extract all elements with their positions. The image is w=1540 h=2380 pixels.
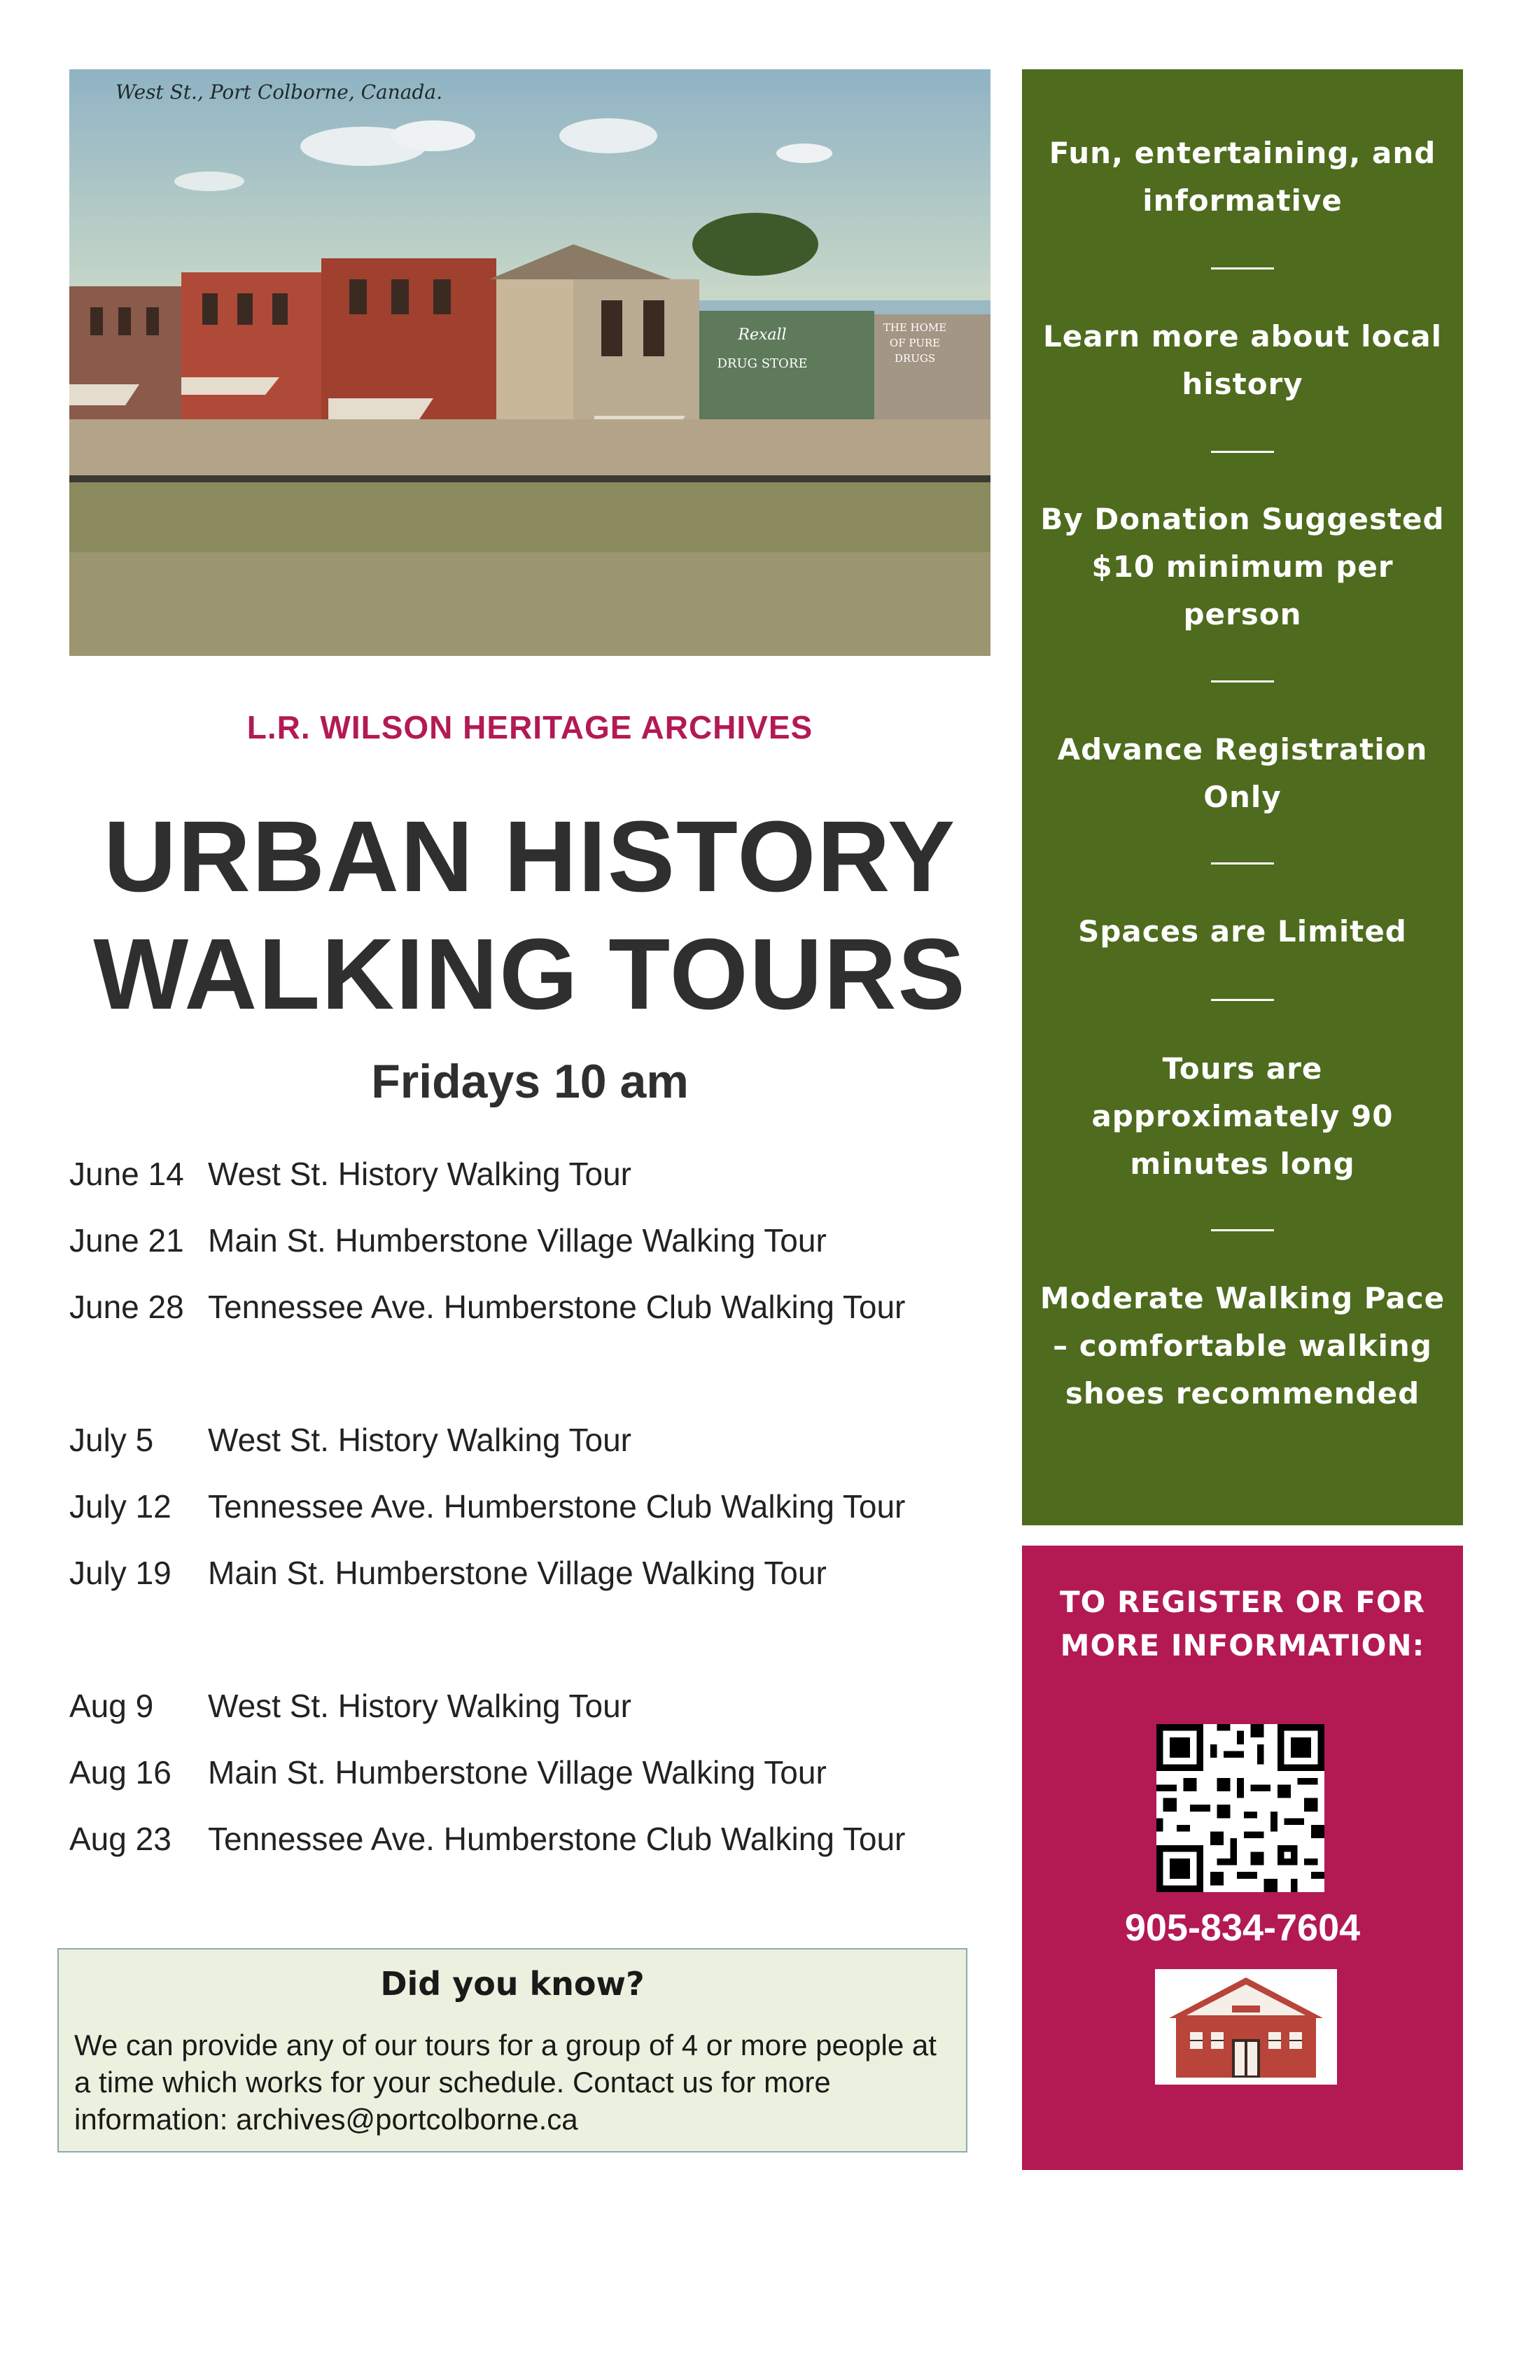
feature-divider [1211, 999, 1274, 1001]
tour-row [69, 1554, 993, 1620]
feature-item: Tours are approximately 90 minutes long [1091, 1051, 1394, 1181]
tour-date: Aug 23 [69, 1821, 172, 1857]
tour-date: July 12 [69, 1488, 172, 1525]
tour-row [69, 1488, 993, 1554]
feature-divider [1211, 862, 1274, 864]
info-box-text: We can provide any of our tours for a group of 4 or more people at a time which works for your schedule. Contact us for more information: archives@portcolborne.ca [74, 2029, 937, 2136]
tour-date: July 19 [69, 1555, 172, 1591]
tour-date: June 14 [69, 1156, 184, 1192]
tour-name: West St. History Walking Tour [208, 1688, 631, 1724]
tour-schedule [69, 1155, 993, 1886]
subtitle: Fridays 10 am [371, 1055, 689, 1108]
feature-item: Fun, entertaining, and informative [1049, 136, 1436, 218]
qr-code-icon[interactable] [1156, 1724, 1324, 1892]
register-panel [1022, 1546, 1463, 2170]
photo-caption: West St., Port Colborne, Canada. [115, 80, 442, 104]
tour-name: West St. History Walking Tour [208, 1156, 631, 1192]
page-title [69, 798, 990, 1033]
phone-number[interactable]: 905-834-7604 [1124, 1907, 1361, 1949]
tour-row [69, 1754, 993, 1820]
street-photo [69, 69, 990, 656]
tour-date: Aug 16 [69, 1754, 172, 1791]
feature-item: Moderate Walking Pace – comfortable walking shoes recommended [1040, 1281, 1446, 1410]
rexall-sign-store: DRUG STORE [717, 356, 808, 371]
rexall-sign [706, 321, 818, 391]
tour-row [69, 1155, 993, 1222]
feature-divider [1211, 680, 1274, 682]
register-heading: TO REGISTER OR FOR MORE INFORMATION: [1059, 1585, 1426, 1662]
tour-name: Main St. Humberstone Village Walking Tour [208, 1754, 827, 1791]
feature-item: Advance Registration Only [1057, 732, 1428, 814]
tour-name: Tennessee Ave. Humberstone Club Walking Tour [208, 1821, 906, 1857]
tour-row [69, 1421, 993, 1488]
tour-row [69, 1222, 993, 1288]
heritage-building-logo [1155, 1969, 1337, 2085]
tour-date: June 28 [69, 1289, 184, 1325]
title-line-1: URBAN HISTORY [103, 800, 957, 913]
tour-name: Main St. Humberstone Village Walking Tour [208, 1222, 827, 1259]
info-box-title: Did you know? [380, 1965, 645, 2003]
tour-name: Tennessee Ave. Humberstone Club Walking Tour [208, 1289, 906, 1325]
tour-date: Aug 9 [69, 1688, 154, 1724]
feature-item: Spaces are Limited [1078, 914, 1407, 948]
tour-name: Main St. Humberstone Village Walking Tour [208, 1555, 827, 1591]
tour-date: July 5 [69, 1422, 154, 1458]
title-line-2: WALKING TOURS [93, 918, 967, 1030]
did-you-know-box [57, 1948, 967, 2152]
tour-name: Tennessee Ave. Humberstone Club Walking Tour [208, 1488, 906, 1525]
organization-name: L.R. WILSON HERITAGE ARCHIVES [246, 709, 813, 746]
rexall-sign-name: Rexall [738, 326, 787, 344]
tour-date: June 21 [69, 1222, 184, 1259]
tour-row [69, 1820, 993, 1886]
feature-item: Learn more about local history [1042, 319, 1442, 401]
feature-divider [1211, 267, 1274, 270]
tour-row [69, 1687, 993, 1754]
tour-name: West St. History Walking Tour [208, 1422, 631, 1458]
tour-row [69, 1288, 993, 1354]
pure-drugs-sign: THE HOME OF PURE DRUGS [883, 321, 947, 365]
features-panel [1022, 69, 1463, 1525]
feature-item: By Donation Suggested $10 minimum per person [1040, 502, 1445, 631]
feature-divider [1211, 1229, 1274, 1231]
feature-divider [1211, 451, 1274, 453]
